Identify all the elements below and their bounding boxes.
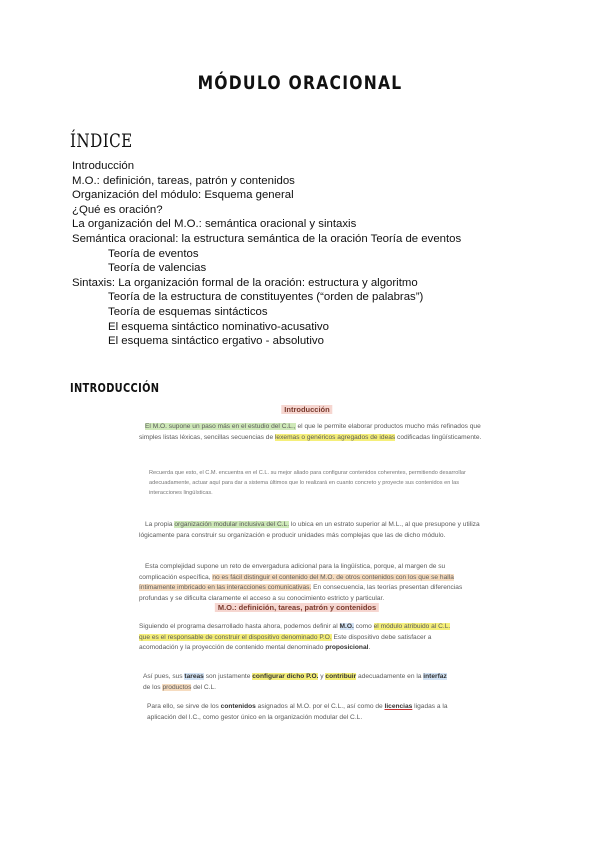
- toc-entry: La organización del M.O.: semántica oracional y sintaxis: [72, 218, 357, 231]
- toc-entry: Teoría de la estructura de constituyentes (“orden de palabras”): [108, 291, 424, 304]
- scan-paragraph: Recuerda que esto, el C.M. encuentra en el C.L. su mejor aliado para configurar contenidos coherentes, permitiendo desarrollar adecuadamente, actuar aquí para dar a sistema últimos que lo realizará en cuanto concreto y proyecte sus contenidos en las interacciones lingüísticas.: [149, 470, 466, 496]
- toc-entry: M.O.: definición, tareas, patrón y contenidos: [72, 174, 295, 187]
- toc-entry: El esquema sintáctico ergativo - absolutivo: [108, 335, 324, 348]
- toc-entry: ¿Qué es oración?: [72, 203, 163, 216]
- scanned-notes-image: [125, 398, 485, 760]
- toc-entry: Teoría de esquemas sintácticos: [108, 305, 268, 318]
- table-of-contents: [72, 159, 461, 349]
- toc-entry: Sintaxis: La organización formal de la oración: estructura y algoritmo: [72, 276, 418, 289]
- scan-paragraph: El M.O. supone un paso más en el estudio del C.L., el que le permite elaborar productos mucho más refinados que simples listas léxicas, sencillas secuencias de lexemas o genéricos agregados de ideas codificadas lingüísticamente.: [139, 423, 482, 441]
- page-title: MÓDULO ORACIONAL: [197, 72, 403, 94]
- toc-entry: Introducción: [72, 160, 135, 172]
- scan-heading-mo-definicion: M.O.: definición, tareas, patrón y contenidos: [215, 603, 379, 612]
- toc-entry: El esquema sintáctico nominativo-acusativo: [108, 320, 329, 333]
- toc-entry: Organización del módulo: Esquema general: [72, 189, 294, 202]
- toc-entry: Teoría de eventos: [108, 247, 199, 260]
- scan-heading-introduccion: Introducción: [281, 405, 332, 414]
- index-heading: ÍNDICE: [70, 130, 133, 152]
- toc-entry: Teoría de valencias: [108, 262, 207, 275]
- scan-paragraph: Así pues, sus tareas son justamente configurar dicho P.O. y contribuir adecuadamente en la interfaz de los productos del C.L.: [143, 673, 447, 691]
- section-heading-introduction: INTRODUCCIÓN: [70, 381, 160, 395]
- scan-paragraph: La propia organización modular inclusiva del C.L. lo ubica en un estrato superior al M.L., al que presupone y utiliza lógicamente para construir su organización e producir unidades más complejas que las de dicho módulo.: [139, 521, 480, 539]
- scan-paragraph: Siguiendo el programa desarrollado hasta ahora, podemos definir al M.O. como el módulo atribuido al C.L. que es el responsable de construir el dispositivo denominado P.O. Este dispositivo debe satisfacer a acomodación y la proyección de contenido mental denominado proposicional.: [139, 623, 451, 651]
- toc-entry: Semántica oracional: la estructura semántica de la oración Teoría de eventos: [72, 232, 462, 245]
- scan-paragraph: Esta complejidad supone un reto de envergadura adicional para la lingüística, porque, al margen de su complicación específica, no es fácil distinguir el contenido del M.O. de otros contenidos con los que se halla íntimamente imbricado en las interacciones comunicativas. En consecuencia, las teorías presentan diferencias profundas y se dificulta claramente el acceso a su conocimiento estricto y particular.: [139, 563, 463, 602]
- scan-paragraph: Para ello, se sirve de los contenidos asignados al M.O. por el C.L., así como de licencias ligadas a la aplicación del I.C., como gestor único en la organización modular del C.L.: [147, 703, 448, 721]
